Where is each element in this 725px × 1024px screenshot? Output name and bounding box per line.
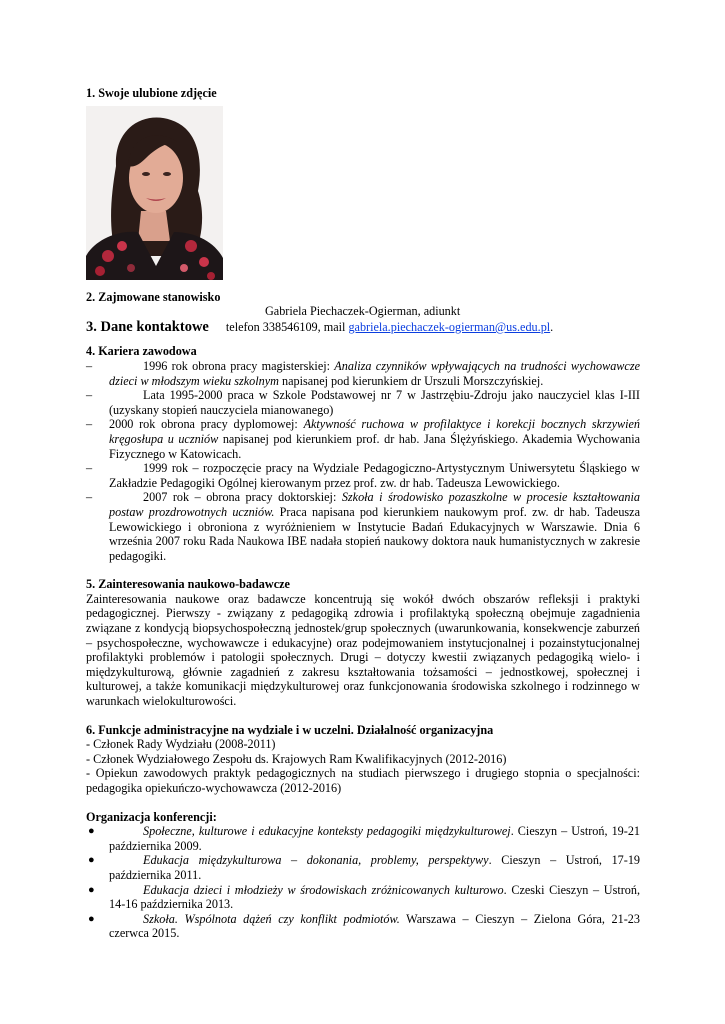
career-item	[86, 417, 640, 461]
section-4-heading: 4. Kariera zawodowa	[86, 344, 197, 359]
conferences-heading: Organizacja konferencji:	[86, 809, 217, 824]
bullet-marker: ●	[88, 883, 95, 896]
interests-paragraph: Zainteresowania naukowe oraz badawcze koncentrują się wokół dwóch obszarów refleksji i praktyki pedagogicznej. Pierwszy - związany z pedagogiką zdrowia i profilaktyką społeczną obejmuje zagadnienia związane z kondycją biopsychospołeczną jednostek/grup społecznych (uwarunkowania, konsekwencje zaburzeń – psychospołeczne, wychowawcze i edukacyjne) oraz podejmowaniem instytucjonalnej i pozainstytucjonalnej profilaktyki problemów i patologii społecznych. Drugi – dotyczy kwestii związanych pedagogiką wielo- i międzykulturową, głównie zagadnień z zakresu kształtowania tożsamości – jednostkowej, społecznej i kulturowej, a także komunikacji międzykulturowej oraz funkcjonowania środowiska szkolnego i rodzinnego w warunkach wielokulturowości.	[86, 591, 640, 709]
career-title: Analiza czynników wpływających na trudności wychowawcze dzieci w młodszym wieku szkolnym	[109, 358, 640, 388]
conference-item	[86, 883, 640, 912]
conference-details: . Cieszyn – Ustroń, 19-21 października 2009.	[109, 824, 641, 853]
conference-details: . Czeski Cieszyn – Ustroń, 14-16 października 2013.	[109, 882, 640, 912]
bullet-marker: ●	[88, 825, 95, 838]
career-text: 2000 rok obrona pracy dyplomowej:	[109, 417, 304, 432]
career-text: Lata 1995-2000 praca w Szkole Podstawowej nr 7 w Jastrzębiu-Zdroju jako nauczyciel klas I-III (uzyskany stopień nauczyciela mianowanego)	[109, 388, 640, 417]
career-list	[86, 359, 640, 563]
portrait-illustration	[86, 106, 223, 280]
bullet-marker: ●	[88, 854, 95, 867]
career-text: napisanej pod kierunkiem prof. dr hab. Jana Ślężyńskiego. Akademia Wychowania Fizycznego w Katowicach.	[109, 431, 641, 461]
position-line: Gabriela Piechaczek-Ogierman, adiunkt	[265, 304, 461, 319]
section-6-heading: 6. Funkcje administracyjne na wydziale i w uczelni. Działalność organizacyjna	[86, 722, 494, 737]
career-item	[86, 490, 640, 563]
email-link[interactable]: gabriela.piechaczek-ogierman@us.edu.pl	[348, 319, 551, 334]
conference-details: Warszawa – Cieszyn – Zielona Góra, 21-23 czerwca 2015.	[109, 911, 640, 941]
conference-item	[86, 912, 640, 941]
admin-function-line: - Członek Rady Wydziału (2008-2011)	[86, 737, 276, 752]
admin-function-line: - Opiekun zawodowych praktyk pedagogicznych na studiach pierwszego i drugiego stopnia o specjalności: pedagogika opiekuńczo-wychowawcza (2012-2016)	[86, 766, 640, 795]
document-page	[86, 86, 640, 941]
section-3-heading: 3. Dane kontaktowe	[86, 318, 209, 335]
career-title: Szkoła i środowisko pozaszkolne w procesie kształtowania postaw prozdrowotnych uczniów.	[109, 490, 640, 519]
career-text: napisanej pod kierunkiem dr Urszuli Morszczyńskiej.	[278, 373, 544, 388]
career-item	[86, 461, 640, 490]
dash-marker: –	[86, 358, 93, 373]
bullet-marker: ●	[88, 912, 95, 925]
section-2-heading: 2. Zajmowane stanowisko	[86, 289, 221, 304]
dash-marker: –	[86, 417, 93, 432]
career-item	[86, 359, 640, 388]
section-1-heading: 1. Swoje ulubione zdjęcie	[86, 86, 217, 100]
admin-function-line: - Członek Wydziałowego Zespołu ds. Krajowych Ram Kwalifikacyjnych (2012-2016)	[86, 751, 507, 766]
conference-item	[86, 824, 640, 853]
section-5-heading: 5. Zainteresowania naukowo-badawcze	[86, 577, 290, 592]
career-text: Praca napisana pod kierunkiem naukowym prof. zw. dr hab. Tadeusza Lewowickiego i obroniona z wyróżnieniem w Instytucie Badań Edukacyjnych w Warszawie. Dnia 6 września 2007 roku Rada Naukowa IBE nadała stopień naukowy doktora nauk humanistycznych w zakresie pedagogiki.	[109, 504, 640, 563]
admin-functions-list	[86, 737, 640, 795]
career-text: 1999 rok – rozpoczęcie pracy na Wydziale Pedagogiczno-Artystycznym Uniwersytetu Śląskiego w Zakładzie Pedagogiki Ogólnej kierowanym przez prof. zw. dr hab. Tadeusza Lewowickiego.	[109, 461, 640, 490]
dash-marker: –	[86, 490, 93, 505]
dash-marker: –	[86, 388, 93, 403]
career-text: 1996 rok obrona pracy magisterskiej:	[143, 358, 335, 373]
conference-title: Edukacja dzieci i młodzieży w środowiskach zróżnicowanych kulturowo	[143, 882, 504, 897]
dash-marker: –	[86, 461, 93, 476]
conference-details: . Cieszyn – Ustroń, 17-19 października 2011.	[109, 853, 641, 882]
contact-line	[86, 320, 640, 335]
conference-title: Społeczne, kulturowe i edukacyjne konteksty pedagogiki międzykulturowej	[143, 824, 511, 839]
conference-title: Edukacja międzykulturowa – dokonania, problemy, perspektywy	[143, 853, 489, 868]
conference-title: Szkoła. Wspólnota dążeń czy konflikt podmiotów.	[143, 911, 400, 926]
portrait-photo	[86, 106, 223, 280]
conference-item	[86, 853, 640, 882]
career-item	[86, 388, 640, 417]
contact-suffix: .	[550, 319, 554, 334]
conferences-list	[86, 824, 640, 941]
contact-prefix: telefon 338546109, mail	[225, 319, 349, 334]
career-title: Aktywność ruchowa w profilaktyce i korekcji bocznych skrzywień kręgosłupa u uczniów	[109, 417, 640, 446]
career-text: 2007 rok – obrona pracy doktorskiej:	[143, 490, 342, 505]
